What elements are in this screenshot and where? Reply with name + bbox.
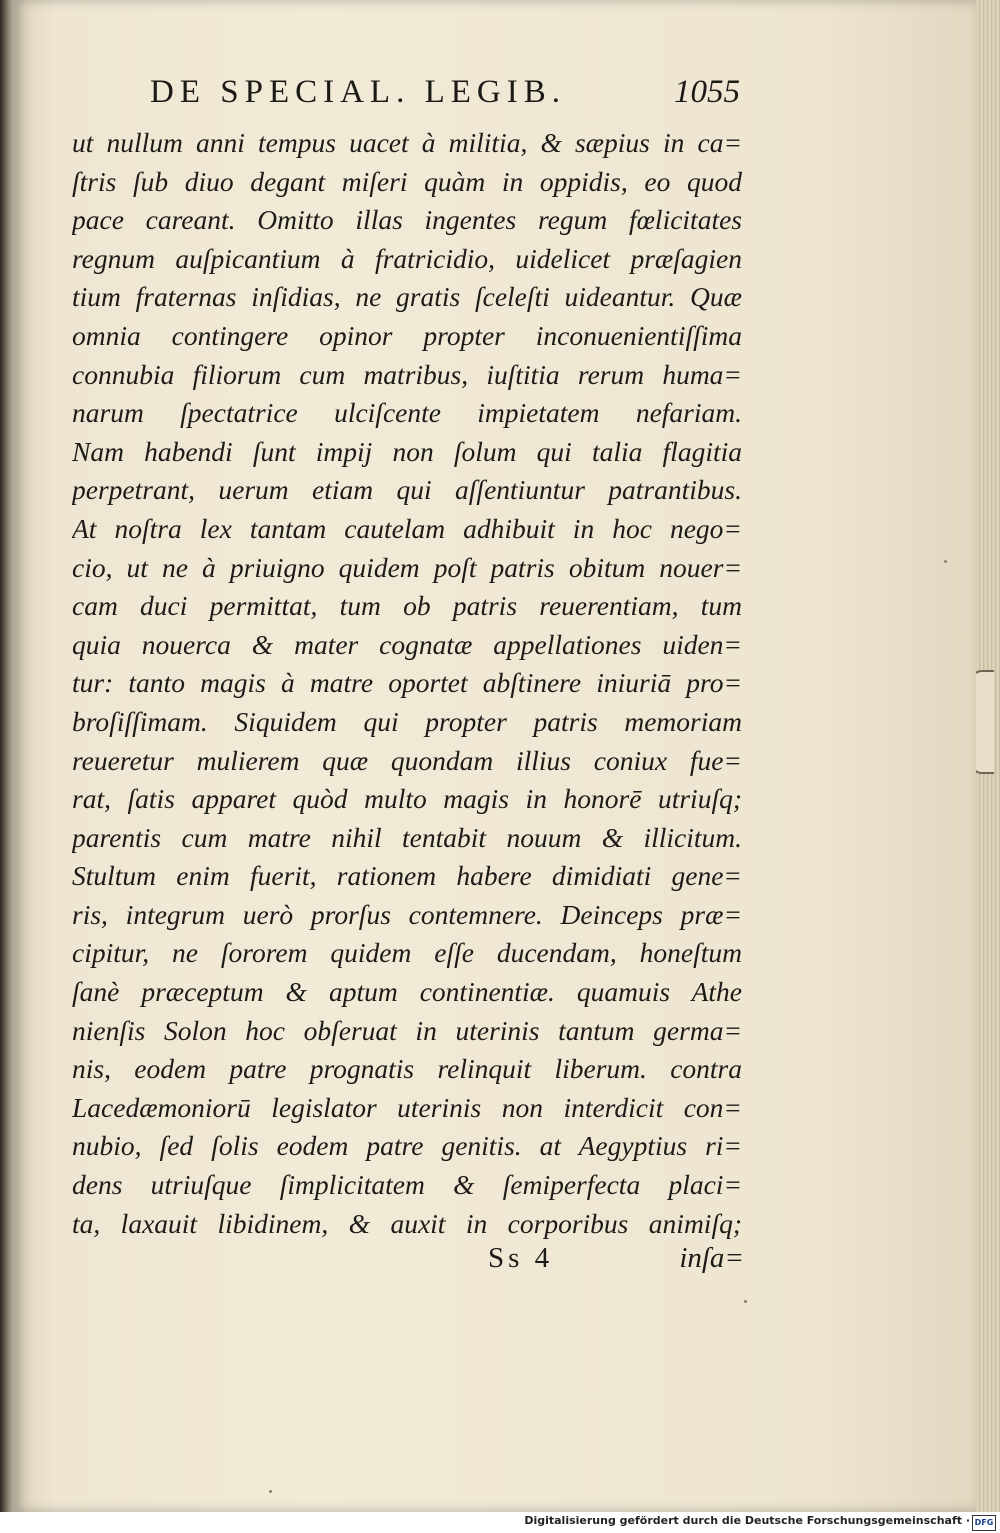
previous-page-edge xyxy=(0,0,14,1512)
text-line: ſtris ſub diuo degant miſeri quàm in oppidis, eo quod xyxy=(72,165,742,197)
body-text xyxy=(72,124,742,1243)
text-line: nubio, ſed ſolis eodem patre genitis. at Aegyptius ri= xyxy=(72,1130,742,1162)
paper-speck xyxy=(944,560,947,563)
text-line: perpetrant, uerum etiam qui aſſentiuntur patrantibus. xyxy=(72,474,742,506)
text-line: cam duci permittat, tum ob patris reuerentiam, tum xyxy=(72,590,742,622)
text-line: cio, ut ne à priuigno quidem poſt patris obitum nouer= xyxy=(72,551,742,583)
text-line: connubia filiorum cum matribus, iuſtitia rerum huma= xyxy=(72,358,742,390)
paper-speck xyxy=(269,1490,272,1493)
text-line: Nam habendi ſunt impij non ſolum qui talia flagitia xyxy=(72,435,742,467)
text-line: tur: tanto magis à matre oportet abſtinere iniuriā pro= xyxy=(72,667,742,699)
page-footer xyxy=(488,1242,744,1282)
text-line: nienſis Solon hoc obſeruat in uterinis tantum germa= xyxy=(72,1014,742,1046)
text-line: regnum auſpicantium à fratricidio, uidelicet præſagien xyxy=(72,242,742,274)
page-number: 1055 xyxy=(674,74,740,110)
text-line: cipitur, ne ſororem quidem eſſe ducendam, honeſtum xyxy=(72,937,742,969)
text-line: rat, ſatis apparet quòd multo magis in honorē utriuſq; xyxy=(72,783,742,815)
text-line: pace careant. Omitto illas ingentes regum fœlicitates xyxy=(72,204,742,236)
text-line: dens utriuſque ſimplicitatem & ſemiperfecta placi= xyxy=(72,1169,742,1201)
text-line: tium fraternas inſidias, ne gratis ſceleſti uideantur. Quæ xyxy=(72,281,742,313)
text-line: reueretur mulierem quæ quondam illius coniux fue= xyxy=(72,744,742,776)
paper-speck xyxy=(744,1300,747,1303)
text-line: parentis cum matre nihil tentabit nouum & illicitum. xyxy=(72,821,742,853)
text-line: broſiſſimam. Siquidem qui propter patris memoriam xyxy=(72,705,742,737)
text-line: ta, laxauit libidinem, & auxit in corporibus animiſq; xyxy=(72,1207,742,1239)
signature-mark: Ss 4 xyxy=(488,1242,554,1274)
text-line: Stultum enim fuerit, rationem habere dimidiati gene= xyxy=(72,860,742,892)
text-line: ſanè præceptum & aptum continentiæ. quamuis Athe xyxy=(72,976,742,1008)
text-line: ris, integrum uerò prorſus contemnere. Deinceps præ= xyxy=(72,898,742,930)
dfg-logo: DFG xyxy=(972,1515,996,1531)
text-line: nis, eodem patre prognatis relinquit liberum. contra xyxy=(72,1053,742,1085)
credit-bar xyxy=(0,1512,1000,1533)
text-line: Lacedæmoniorū legislator uterinis non interdicit con= xyxy=(72,1091,742,1123)
text-line: narum ſpectatrice ulciſcente impietatem nefariam. xyxy=(72,397,742,429)
text-line: omnia contingere opinor propter inconuenientiſſima xyxy=(72,319,742,351)
text-line: quia nouerca & mater cognatæ appellationes uiden= xyxy=(72,628,742,660)
text-line: ut nullum anni tempus uacet à militia, & sæpius in ca= xyxy=(72,127,742,158)
digitization-credit: Digitalisierung gefördert durch die Deutsche Forschungsgemeinschaft · xyxy=(524,1514,970,1527)
page-header xyxy=(150,74,740,118)
running-title: DE SPECIAL. LEGIB. xyxy=(150,74,566,110)
text-line: At noſtra lex tantam cautelam adhibuit in hoc nego= xyxy=(72,512,742,544)
catchword: inſa= xyxy=(679,1242,744,1274)
